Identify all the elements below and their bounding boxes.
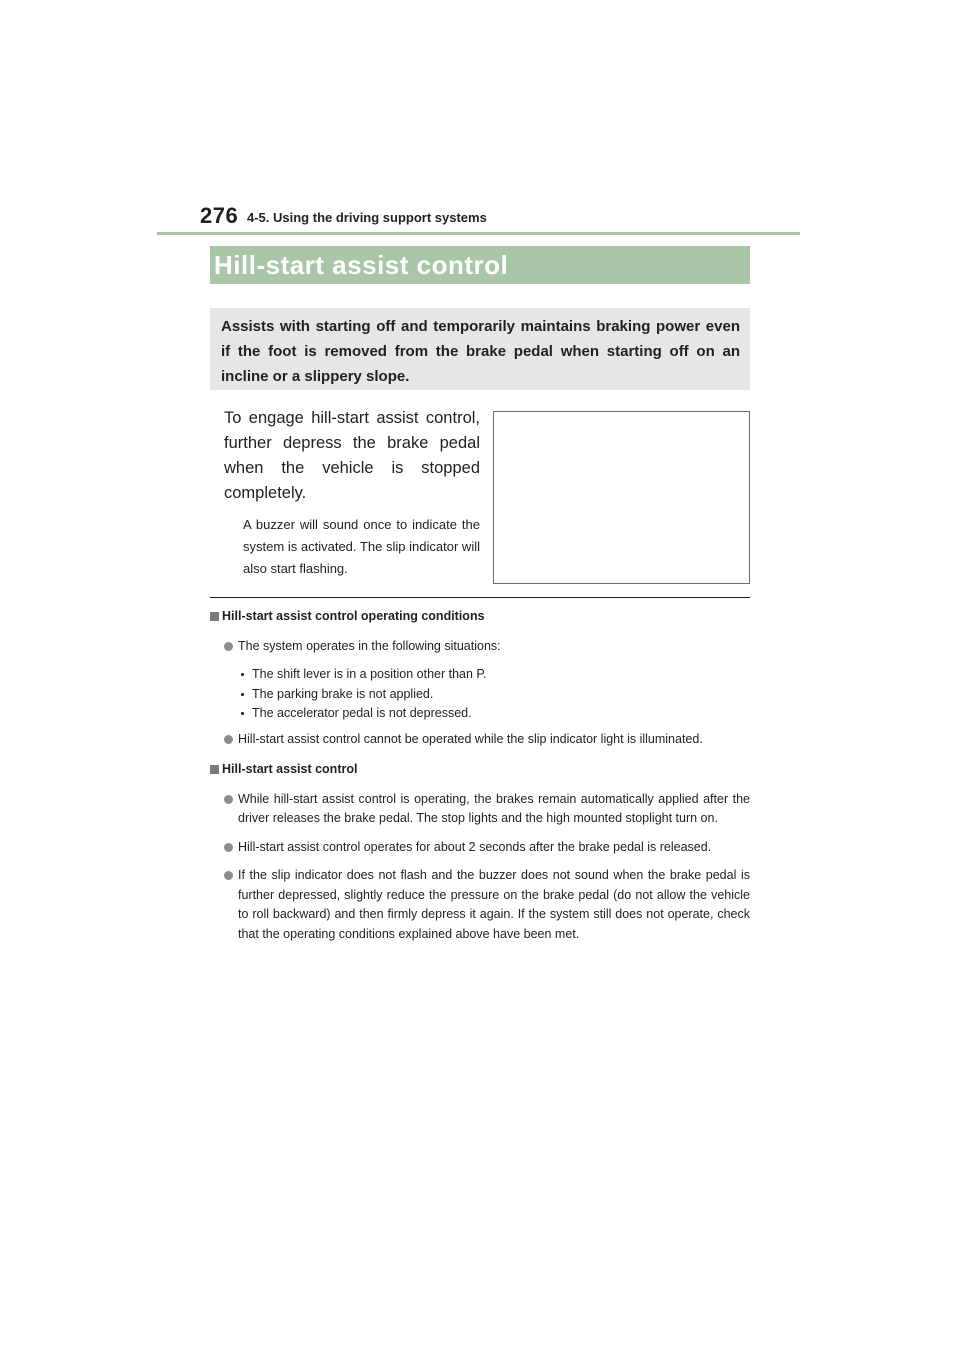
section-label: 4-5. Using the driving support systems — [247, 210, 487, 225]
round-bullet-icon — [224, 642, 233, 651]
small-bullet-icon — [241, 712, 244, 715]
notes-section — [210, 607, 750, 953]
small-bullet-icon — [241, 693, 244, 696]
intro-text: Assists with starting off and temporarily maintains braking power even if the foot is removed from the brake pedal when starting off on an incline or a slippery slope. — [221, 318, 740, 385]
note-bullet: Hill-start assist control operates for about 2 seconds after the brake pedal is released. — [210, 838, 750, 858]
title-bar — [210, 246, 750, 284]
page-number: 276 — [200, 203, 239, 228]
step-note: A buzzer will sound once to indicate the system is activated. The slip indicator will also start flashing. — [243, 517, 480, 576]
section-divider — [210, 597, 750, 598]
intro-box — [210, 308, 750, 390]
round-bullet-icon — [224, 795, 233, 804]
condition-item: The shift lever is in a position other than P. — [210, 665, 750, 685]
header-rule — [157, 232, 800, 235]
condition-item: The parking brake is not applied. — [210, 685, 750, 705]
condition-item: The accelerator pedal is not depressed. — [210, 704, 750, 724]
illustration-frame — [493, 411, 750, 584]
operating-conditions-heading: Hill-start assist control operating conditions — [210, 607, 750, 627]
round-bullet-icon — [224, 843, 233, 852]
square-bullet-icon — [210, 612, 219, 621]
note-bullet: While hill-start assist control is operating, the brakes remain automatically applied after the driver releases the brake pedal. The stop lights and the high mounted stoplight turn on. — [210, 790, 750, 829]
note-bullet: Hill-start assist control cannot be operated while the slip indicator light is illuminated. — [210, 730, 750, 750]
note-bullet: The system operates in the following situations: — [210, 637, 750, 657]
conditions-list — [210, 665, 750, 724]
note-bullet: If the slip indicator does not flash and the buzzer does not sound when the brake pedal is further depressed, slightly reduce the pressure on the brake pedal (do not allow the vehicle to roll backward) and then firmly depress it again. If the system still does not operate, check that the operating conditions explained above have been met. — [210, 866, 750, 944]
page-title: Hill-start assist control — [214, 250, 509, 280]
step-instruction: To engage hill-start assist control, further depress the brake pedal when the vehicle is stopped completely. — [224, 409, 480, 502]
round-bullet-icon — [224, 871, 233, 880]
control-heading: Hill-start assist control — [210, 760, 750, 780]
square-bullet-icon — [210, 765, 219, 774]
round-bullet-icon — [224, 735, 233, 744]
small-bullet-icon — [241, 673, 244, 676]
